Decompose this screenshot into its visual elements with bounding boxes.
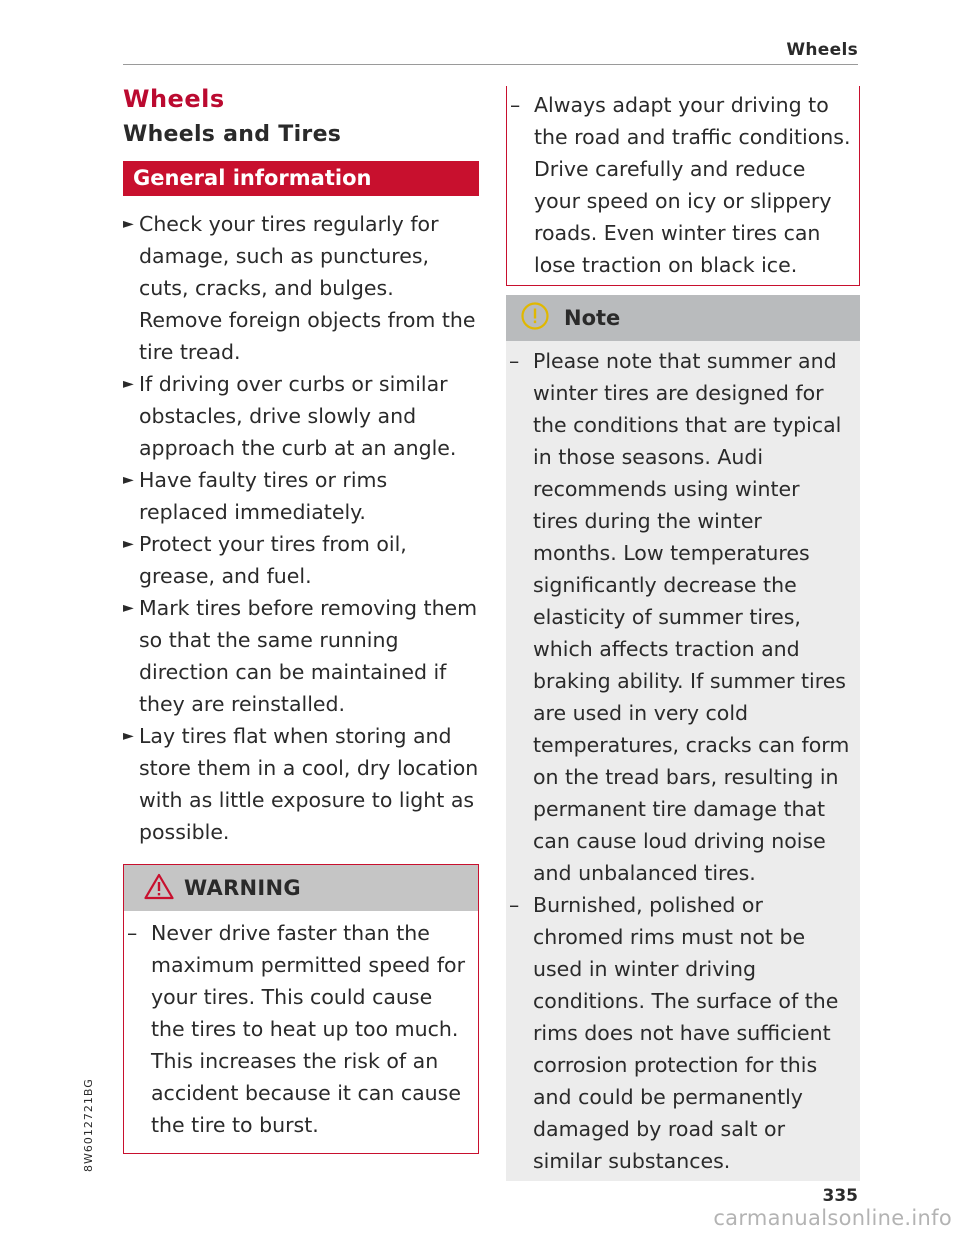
note-header <box>506 295 860 341</box>
dash-marker: – <box>509 893 520 917</box>
info-circle-icon <box>520 301 550 335</box>
bullet-marker: ► <box>123 376 134 392</box>
note-title: Note <box>564 306 621 330</box>
list-item: ► Lay tires flat when storing and store them in a cool, dry location with as little exposure to light as possible. <box>123 720 479 848</box>
running-header: Wheels <box>786 40 858 60</box>
header-divider <box>123 64 858 65</box>
document-code: 8W6012721BG <box>82 1078 95 1172</box>
watermark: carmanualsonline.info <box>713 1206 952 1230</box>
list-item: – Please note that summer and winter tires are designed for the conditions that are typical in those seasons. Audi recommends using winter tires during the winter months. Low temperatures significantly decrease the elasticity of summer tires, which affects traction and braking ability. If summer tires are used in very cold temperatures, cracks can form on the tread bars, resulting in permanent tire damage that can cause loud driving noise and unbalanced tires. <box>509 345 850 889</box>
bullet-marker: ► <box>123 536 134 552</box>
warning-body <box>124 911 478 1153</box>
bullet-marker: ► <box>123 472 134 488</box>
right-column <box>506 86 860 1181</box>
tire-care-list <box>123 208 479 848</box>
dash-marker: – <box>509 349 520 373</box>
list-item: – Always adapt your driving to the road and traffic conditions. Drive carefully and reduce your speed on icy or slippery roads. Even winter tires can lose traction on black ice. <box>510 89 853 281</box>
note-body <box>506 341 860 1181</box>
warning-box-continued <box>506 86 860 286</box>
bullet-marker: ► <box>123 728 134 744</box>
list-item: ► Mark tires before removing them so that the same running direction can be maintained if they are reinstalled. <box>123 592 479 720</box>
section-heading: Wheels and Tires <box>123 122 342 147</box>
bullet-marker: ► <box>123 600 134 616</box>
left-column <box>123 84 479 1154</box>
list-item: ► Protect your tires from oil, grease, and fuel. <box>123 528 479 592</box>
warning-triangle-icon <box>144 873 174 904</box>
list-item: ► Check your tires regularly for damage, such as punctures, cuts, cracks, and bulges. Remove foreign objects from the tire tread. <box>123 208 479 368</box>
list-item: ► Have faulty tires or rims replaced immediately. <box>123 464 479 528</box>
general-information-banner: General information <box>123 161 479 196</box>
dash-marker: – <box>510 93 521 117</box>
dash-marker: – <box>127 921 138 945</box>
bullet-marker: ► <box>123 216 134 232</box>
warning-title: WARNING <box>184 876 301 900</box>
warning-header <box>124 865 478 911</box>
page-number: 335 <box>822 1186 858 1206</box>
note-box <box>506 295 860 1181</box>
chapter-heading: Wheels <box>123 85 225 113</box>
list-item: – Never drive faster than the maximum permitted speed for your tires. This could cause the tires to heat up too much. This increases the risk of an accident because it can cause the tire to burst. <box>127 917 470 1141</box>
list-item: – Burnished, polished or chromed rims must not be used in winter driving conditions. The surface of the rims does not have sufficient corrosion protection for this and could be permanently damaged by road salt or similar substances. <box>509 889 850 1177</box>
list-item: ► If driving over curbs or similar obstacles, drive slowly and approach the curb at an angle. <box>123 368 479 464</box>
warning-box <box>123 864 479 1154</box>
